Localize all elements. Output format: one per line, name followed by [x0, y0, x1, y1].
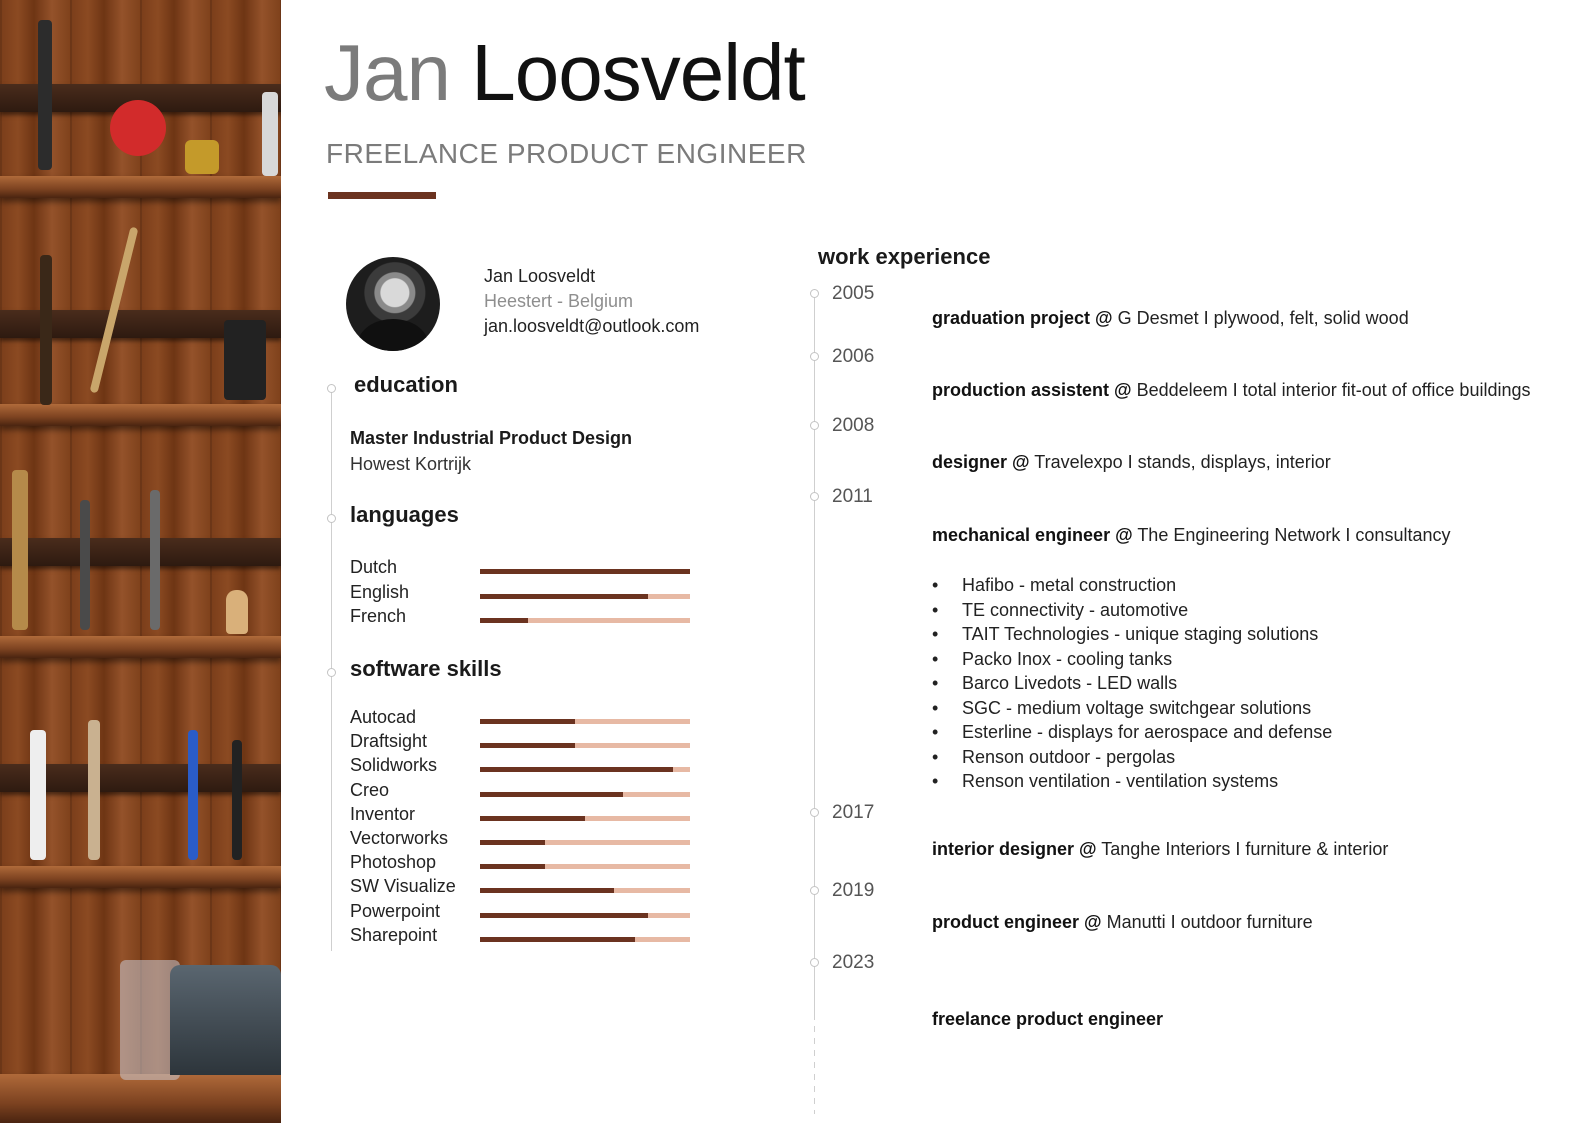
- language-level-fill: [480, 569, 690, 574]
- bullet-icon: •: [932, 746, 939, 767]
- contact-email[interactable]: jan.loosveldt@outlook.com: [484, 316, 700, 336]
- work-entry: [932, 308, 1409, 329]
- language-row: [350, 557, 695, 581]
- work-company-details: Beddeleem I total interior fit-out of office buildings: [1131, 380, 1531, 400]
- software-skill-label: Solidworks: [350, 755, 438, 776]
- timeline-dot: [810, 958, 819, 967]
- software-skill-level-bar: [480, 840, 690, 845]
- work-role: designer: [932, 452, 1008, 472]
- software-skill-level-fill: [480, 792, 623, 797]
- work-year: 2017: [832, 802, 875, 823]
- at-sign: @: [1074, 839, 1097, 859]
- software-skill-level-fill: [480, 719, 575, 724]
- job-title: FREELANCE PRODUCT ENGINEER: [326, 138, 807, 169]
- software-skill-level-fill: [480, 913, 648, 918]
- software-skill-row: [350, 731, 695, 755]
- timeline-dot: [327, 668, 336, 677]
- bullet-icon: •: [932, 648, 939, 669]
- client-text: Renson ventilation - ventilation systems: [962, 771, 1279, 791]
- work-entry: [932, 912, 1313, 933]
- software-skill-row: [350, 804, 695, 828]
- software-skill-label: Draftsight: [350, 731, 428, 752]
- timeline-dot: [810, 352, 819, 361]
- client-item: [932, 745, 1332, 770]
- software-skill-level-bar: [480, 937, 690, 942]
- accent-divider: [328, 192, 436, 199]
- work-year: 2005: [832, 283, 875, 304]
- work-company-details: Travelexpo I stands, displays, interior: [1029, 452, 1331, 472]
- software-skill-label: Inventor: [350, 803, 416, 824]
- page-title: [324, 28, 805, 118]
- client-item: [932, 769, 1332, 794]
- language-level-bar: [480, 594, 690, 599]
- work-company-details: Manutti I outdoor furniture: [1101, 912, 1313, 932]
- work-company-details: Tanghe Interiors I furniture & interior: [1096, 839, 1389, 859]
- timeline-dot: [327, 384, 336, 393]
- work-year: 2023: [832, 952, 875, 973]
- software-skill-level-bar: [480, 888, 690, 893]
- client-text: Esterline - displays for aerospace and defense: [962, 722, 1333, 742]
- education-heading: education: [354, 372, 458, 397]
- work-year: 2011: [832, 486, 873, 507]
- software-skill-level-bar: [480, 767, 690, 772]
- language-label: French: [350, 606, 407, 626]
- software-skill-label: Photoshop: [350, 852, 437, 873]
- bullet-icon: •: [932, 673, 939, 693]
- last-name: Loosveldt: [471, 28, 805, 117]
- software-skill-level-fill: [480, 840, 545, 845]
- work-year: 2006: [832, 346, 875, 367]
- client-list: [932, 573, 1332, 794]
- software-skill-row: [350, 780, 695, 804]
- client-item: [932, 720, 1332, 745]
- software-skill-row: [350, 828, 695, 852]
- bullet-icon: •: [932, 697, 939, 718]
- language-label: Dutch: [350, 557, 398, 577]
- software-skill-level-bar: [480, 743, 690, 748]
- software-skill-label: Vectorworks: [350, 828, 449, 848]
- work-experience-heading: work experience: [818, 244, 991, 269]
- avatar: [346, 257, 440, 351]
- client-item: [932, 598, 1332, 623]
- work-timeline-continuation: [814, 1014, 815, 1114]
- work-timeline-line: [814, 296, 815, 1014]
- work-role: graduation project: [932, 308, 1091, 328]
- work-entry: [932, 380, 1531, 401]
- at-sign: @: [1090, 308, 1113, 328]
- client-item: [932, 573, 1332, 598]
- client-item: [932, 647, 1332, 672]
- at-sign: @: [1079, 912, 1102, 932]
- contact-location: Heestert - Belgium: [484, 291, 634, 311]
- software-skill-level-fill: [480, 937, 635, 942]
- work-role: mechanical engineer: [932, 525, 1111, 545]
- timeline-dot: [810, 808, 819, 817]
- software-skill-label: SW Visualize: [350, 876, 456, 897]
- languages-heading: languages: [350, 502, 459, 527]
- timeline-dot: [810, 289, 819, 298]
- at-sign: @: [1109, 380, 1132, 400]
- timeline-dot: [810, 492, 819, 501]
- education-school: Howest Kortrijk: [350, 454, 472, 474]
- bullet-icon: •: [932, 599, 939, 620]
- software-skill-row: [350, 901, 695, 925]
- bullet-icon: •: [932, 722, 939, 742]
- software-skill-level-fill: [480, 888, 614, 893]
- language-label: English: [350, 581, 410, 602]
- work-company-details: The Engineering Network I consultancy: [1132, 525, 1451, 545]
- software-skill-level-bar: [480, 719, 690, 724]
- client-text: SGC - medium voltage switchgear solutions: [962, 697, 1312, 718]
- work-year: 2019: [832, 880, 875, 901]
- software-skill-label: Powerpoint: [350, 900, 441, 921]
- at-sign: @: [1110, 525, 1133, 545]
- timeline-dot: [810, 886, 819, 895]
- software-skill-row: [350, 755, 695, 779]
- work-role: product engineer: [932, 912, 1080, 932]
- work-role: interior designer: [932, 839, 1075, 859]
- work-year: 2008: [832, 415, 875, 436]
- software-skill-level-bar: [480, 816, 690, 821]
- work-entry: [932, 525, 1450, 546]
- work-role: production assistent: [932, 380, 1110, 400]
- software-skill-level-fill: [480, 767, 673, 772]
- bullet-icon: •: [932, 624, 939, 644]
- work-company-details: G Desmet I plywood, felt, solid wood: [1112, 308, 1409, 328]
- language-level-fill: [480, 594, 648, 599]
- language-level-bar: [480, 618, 690, 623]
- software-skill-level-bar: [480, 792, 690, 797]
- bullet-icon: •: [932, 575, 939, 595]
- client-item: [932, 696, 1332, 721]
- language-row: [350, 582, 695, 606]
- software-skill-label: Sharepoint: [350, 924, 438, 945]
- software-skill-row: [350, 852, 695, 876]
- client-text: Hafibo - metal construction: [962, 575, 1177, 595]
- software-skill-row: [350, 876, 695, 900]
- software-skill-row: [350, 707, 695, 731]
- work-entry: [932, 452, 1331, 473]
- client-text: TE connectivity - automotive: [962, 599, 1189, 620]
- tool-wall-photo: [0, 0, 281, 1123]
- software-skill-level-fill: [480, 864, 545, 869]
- contact-block: [484, 264, 699, 339]
- software-skill-level-fill: [480, 743, 575, 748]
- client-text: TAIT Technologies - unique staging solutions: [962, 624, 1319, 644]
- language-level-bar: [480, 569, 690, 574]
- client-item: [932, 622, 1332, 647]
- software-skill-level-bar: [480, 864, 690, 869]
- software-skill-row: [350, 925, 695, 949]
- contact-name: Jan Loosveldt: [484, 266, 596, 286]
- timeline-dot: [810, 421, 819, 430]
- work-role: freelance product engineer: [932, 1009, 1164, 1029]
- education-degree: Master Industrial Product Design: [350, 428, 633, 448]
- bullet-icon: •: [932, 771, 939, 791]
- timeline-dot: [327, 514, 336, 523]
- client-text: Barco Livedots - LED walls: [962, 673, 1178, 693]
- language-level-fill: [480, 618, 528, 623]
- client-item: [932, 671, 1332, 696]
- work-entry: [932, 839, 1388, 860]
- software-skill-level-fill: [480, 816, 585, 821]
- first-name: Jan: [324, 28, 450, 117]
- software-skill-level-bar: [480, 913, 690, 918]
- work-entry: [932, 1009, 1163, 1030]
- at-sign: @: [1007, 452, 1030, 472]
- language-row: [350, 606, 695, 630]
- software-skill-label: Creo: [350, 779, 390, 800]
- client-text: Renson outdoor - pergolas: [962, 746, 1176, 767]
- client-text: Packo Inox - cooling tanks: [962, 648, 1173, 669]
- software-skill-label: Autocad: [350, 707, 417, 727]
- software-heading: software skills: [350, 656, 502, 681]
